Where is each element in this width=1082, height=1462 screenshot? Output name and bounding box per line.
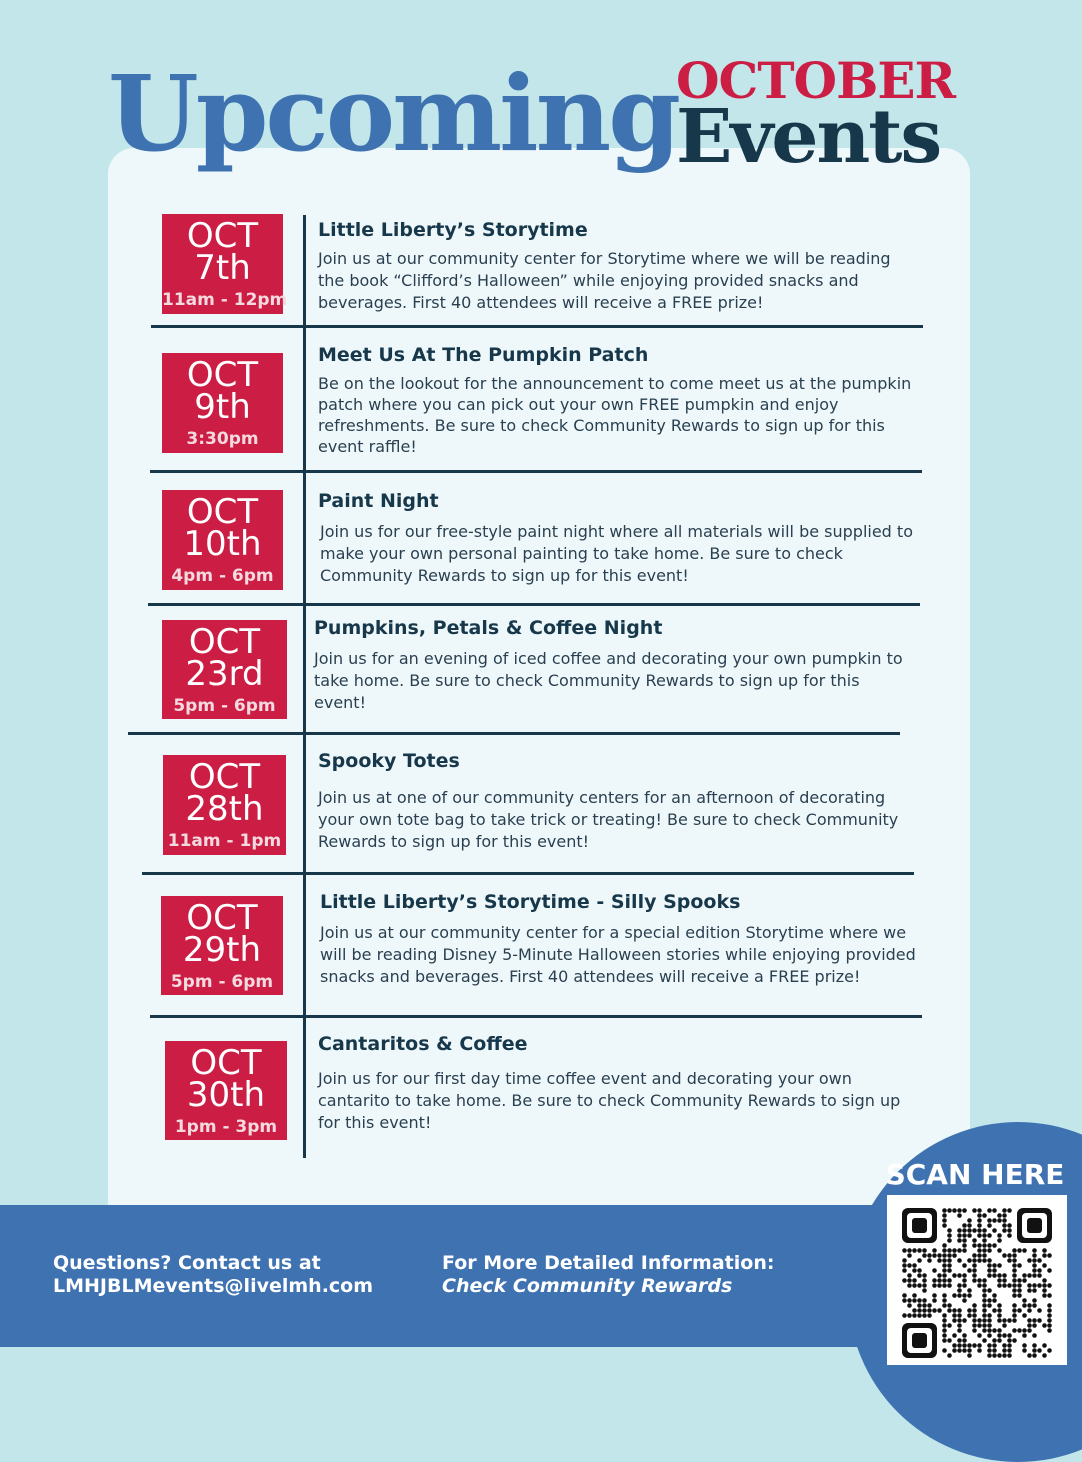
event-month: OCT <box>186 216 259 256</box>
event-day: 10th <box>183 524 262 564</box>
event-day: 9th <box>194 387 251 427</box>
event-title: Paint Night <box>318 490 439 512</box>
event-description: Join us for our free-style paint night where all materials will be supplied to make your own personal painting to take home. Be sure to check Community Rewards to sign up for this event! <box>320 522 913 585</box>
event-date-badge <box>162 214 288 314</box>
contact-email[interactable]: LMHJBLMevents@livelmh.com <box>53 1275 374 1297</box>
event-title: Meet Us At The Pumpkin Patch <box>318 344 649 366</box>
event-time: 5pm - 6pm <box>173 696 276 716</box>
event-description: Join us for our first day time coffee event and decorating your own cantarito to take home. Be sure to check Community Rewards to sign up for this event! <box>318 1069 901 1132</box>
more-info-link[interactable]: Check Community Rewards <box>442 1275 733 1297</box>
qr-code-graphic <box>887 1195 1067 1365</box>
event-description: Join us for an evening of iced coffee and decorating your own pumpkin to take home. Be sure to check Community Rewards to sign up for this event! <box>314 649 903 712</box>
event-day: 29th <box>182 930 262 970</box>
event-title: Little Liberty’s Storytime <box>318 219 588 241</box>
event-time: 3:30pm <box>186 429 259 449</box>
event-day: 23rd <box>185 654 264 694</box>
event-date-badge <box>162 490 283 590</box>
title-upcoming: Upcoming <box>108 52 678 175</box>
event-day: 30th <box>186 1075 266 1115</box>
row-separator <box>142 872 914 875</box>
more-info-label: For More Detailed Information: <box>442 1252 775 1274</box>
event-month: OCT <box>190 1043 262 1083</box>
title-events: Events <box>676 94 941 180</box>
more-info <box>442 1252 774 1298</box>
title-month: OCTOBER <box>676 51 956 110</box>
contact-info <box>53 1252 373 1298</box>
event-date-badge <box>162 620 287 719</box>
event-day: 28th <box>185 789 264 829</box>
event-title: Pumpkins, Petals & Coffee Night <box>314 617 663 639</box>
event-description: Be on the lookout for the announcement to come meet us at the pumpkin patch where you can pick out your own FREE pumpkin and enjoy refreshments. Be sure to check Community Rewards to sign up for this event raffle! <box>318 374 912 456</box>
event-date-badge <box>163 755 286 855</box>
event-time: 11am - 12pm <box>162 290 288 310</box>
event-time: 5pm - 6pm <box>170 972 274 992</box>
event-title: Spooky Totes <box>318 750 460 772</box>
event-title: Cantaritos & Coffee <box>318 1033 528 1055</box>
event-description: Join us at our community center for Storytime where we will be reading the book “Clifford’s Halloween” while enjoying provided snacks and beverages. First 40 attendees will receive a FREE prize! <box>318 249 891 312</box>
qr-code-icon[interactable] <box>887 1195 1067 1365</box>
event-month: OCT <box>188 622 261 662</box>
event-month: OCT <box>186 492 259 532</box>
row-separator <box>150 470 922 473</box>
event-month: OCT <box>188 757 261 797</box>
row-separator <box>148 603 920 606</box>
event-month: OCT <box>186 355 259 395</box>
contact-label: Questions? Contact us at <box>53 1252 321 1274</box>
row-separator <box>128 732 900 735</box>
scan-label: SCAN HERE <box>885 1158 1065 1191</box>
event-description: Join us at one of our community centers for an afternoon of decorating your own tote bag to take trick or treating! Be sure to check Community Rewards to sign up for this event! <box>318 788 899 851</box>
event-description: Join us at our community center for a special edition Storytime where we will be reading Disney 5-Minute Halloween stories while enjoying provided snacks and beverages. First 40 attendees will receive a FREE prize! <box>320 923 916 986</box>
event-time: 11am - 1pm <box>167 831 282 851</box>
event-time: 1pm - 3pm <box>174 1117 278 1137</box>
event-time: 4pm - 6pm <box>171 566 274 586</box>
event-day: 7th <box>194 248 251 288</box>
row-separator <box>150 1015 922 1018</box>
event-date-badge <box>161 896 283 995</box>
event-date-badge <box>165 1041 287 1140</box>
event-title: Little Liberty’s Storytime - Silly Spooks <box>320 891 741 913</box>
event-date-badge <box>162 353 283 453</box>
event-month: OCT <box>186 898 258 938</box>
row-separator <box>151 325 923 328</box>
